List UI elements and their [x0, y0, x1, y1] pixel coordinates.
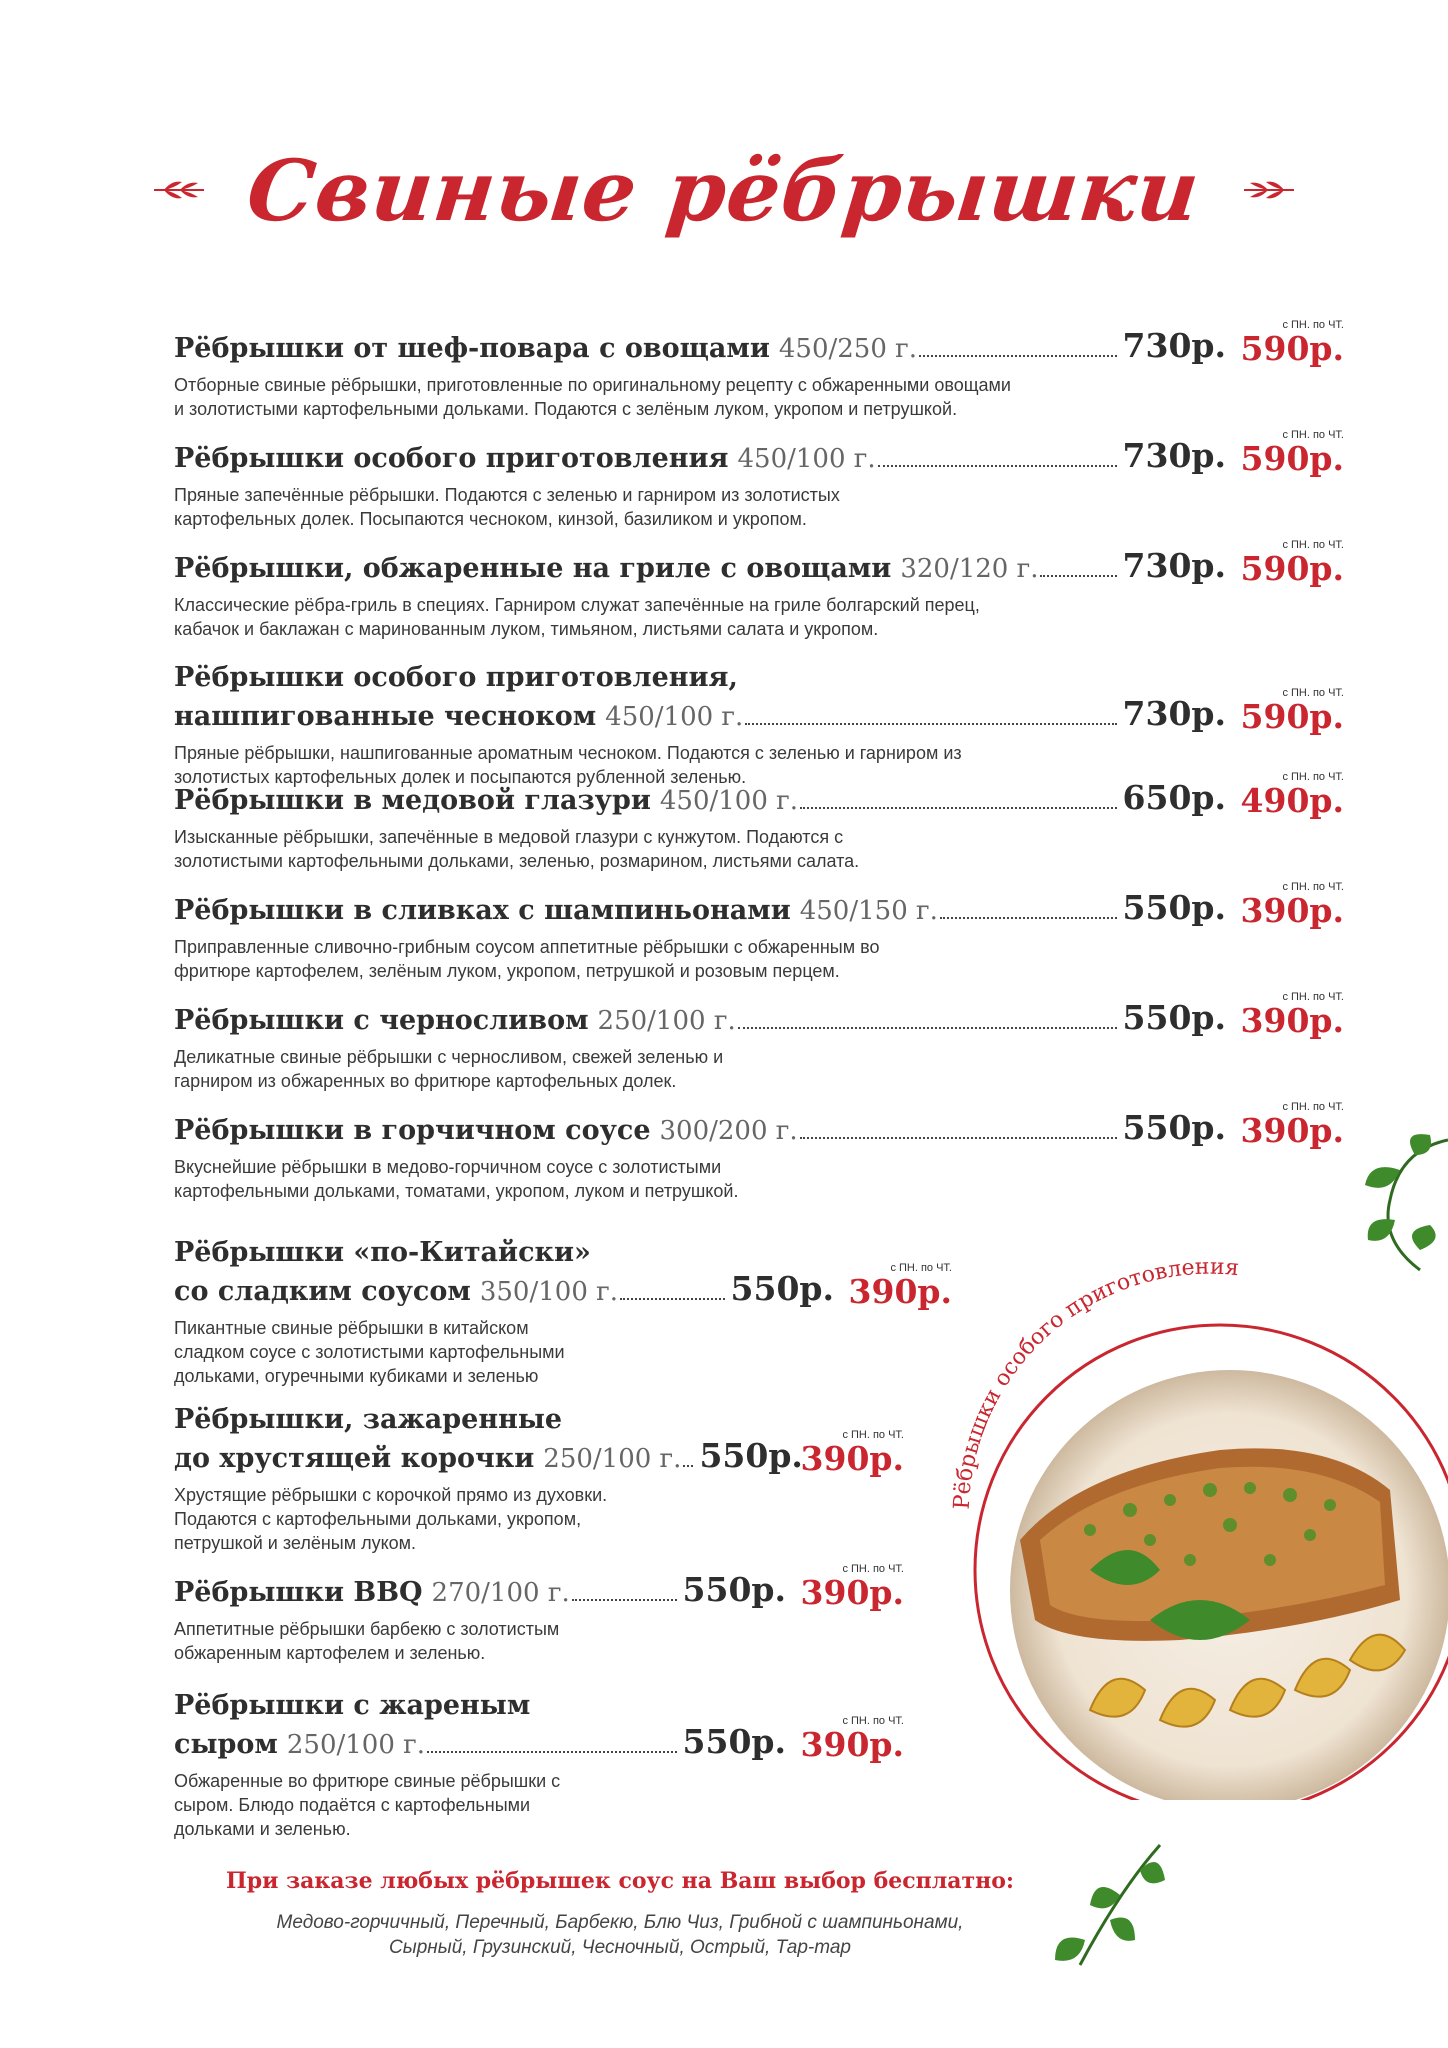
menu-item [174, 1101, 1344, 1203]
promo-label: с ПН. по ЧТ. [890, 1262, 952, 1274]
item-name: Рёбрышки с жареным [174, 1690, 531, 1721]
description-line: золотистых картофельных долек и посыпаются рубленной зеленью. [174, 767, 747, 787]
menu-item [174, 319, 1344, 421]
promo-label: с ПН. по ЧТ. [842, 1715, 904, 1727]
item-weight: 450/150 г. [799, 896, 938, 926]
promo-label: с ПН. по ЧТ. [1282, 1101, 1344, 1113]
promo-price-block [1241, 319, 1344, 367]
item-price: 550р. [730, 1269, 834, 1308]
item-weight: 450/100 г. [659, 786, 799, 816]
dot-leader [745, 723, 1116, 725]
item-name: со сладким соусом [174, 1276, 471, 1307]
description-line: картофельными дольками, томатами, укропом, луком и петрушкой. [174, 1181, 739, 1201]
menu-item [174, 1402, 904, 1555]
promo-price: 590р. [1240, 697, 1344, 736]
item-name: Рёбрышки в медовой глазури [174, 785, 651, 816]
sauce-line: Сырный, Грузинский, Чесночный, Острый, Тар-тар [389, 1937, 851, 1958]
sauce-line: Медово-горчичный, Перечный, Барбекю, Блю Чиз, Грибной с шампиньонами, [276, 1912, 964, 1933]
page-title-block [0, 120, 1448, 260]
item-weight: 270/100 г. [431, 1578, 570, 1608]
promo-price-block [1241, 429, 1344, 477]
description-line: Пряные рёбрышки, нашпигованные ароматным чесноком. Подаются с зеленью и гарниром из [174, 743, 962, 763]
promo-price: 590р. [1240, 549, 1344, 588]
dot-leader [878, 465, 1117, 467]
item-name: Рёбрышки в сливках с шампиньонами [174, 895, 791, 926]
dot-leader [1040, 575, 1116, 577]
item-name: Рёбрышки от шеф-повара с овощами [174, 333, 770, 364]
description-line: фритюре картофелем, зелёным луком, укропом, петрушкой и розовым перцем. [174, 961, 840, 981]
item-name: сыром [174, 1729, 278, 1760]
item-price: 550р. [1122, 888, 1226, 927]
left-sprig-icon [152, 177, 206, 203]
dot-leader [620, 1298, 725, 1300]
description-line: картофельных долек. Посыпаются чесноком, кинзой, базиликом и укропом. [174, 509, 807, 529]
dot-leader [738, 1027, 1117, 1029]
description-line: дольками и зеленью. [174, 1819, 351, 1839]
promo-price: 590р. [1240, 329, 1344, 368]
item-name: Рёбрышки с черносливом [174, 1005, 589, 1036]
plate-caption: Рёбрышки особого приготовления [949, 1254, 1240, 1511]
description-line: петрушкой и зелёным луком. [174, 1533, 417, 1553]
promo-price-block [1241, 881, 1344, 929]
menu-item [174, 429, 1344, 531]
item-weight: 250/100 г. [286, 1730, 426, 1760]
promo-price: 390р. [800, 1725, 904, 1764]
item-description [174, 935, 1344, 983]
menu-item [174, 539, 1344, 641]
dot-leader [919, 355, 1117, 357]
item-weight: 350/100 г. [479, 1277, 619, 1307]
promo-price: 390р. [848, 1272, 952, 1311]
footer-note: При заказе любых рёбрышек соус на Ваш выбор бесплатно: [225, 1868, 1015, 1894]
item-weight: 250/100 г. [597, 1006, 736, 1036]
dot-leader [800, 807, 1117, 809]
plate-illustration [930, 1240, 1448, 1800]
description-line: гарниром из обжаренных во фритюре картофельных долек. [174, 1071, 677, 1091]
description-line: Вкуснейшие рёбрышки в медово-горчичном соусе с золотистыми [174, 1157, 722, 1177]
description-line: Отборные свиные рёбрышки, приготовленные по оригинальному рецепту с обжаренными овощами [174, 375, 1011, 395]
menu-item [174, 881, 1344, 983]
item-description [174, 1483, 904, 1555]
item-weight: 250/100 г. [543, 1444, 682, 1474]
dot-leader [572, 1599, 677, 1601]
item-price: 730р. [1122, 326, 1226, 365]
page-title: Свиные рёбрышки [243, 140, 1205, 240]
promo-price-block [1241, 539, 1344, 587]
item-weight: 320/120 г. [900, 554, 1039, 584]
item-price: 550р. [699, 1436, 803, 1475]
description-line: Деликатные свиные рёбрышки с черносливом, свежей зеленью и [174, 1047, 724, 1067]
right-sprig-icon [1242, 177, 1296, 203]
item-description [174, 373, 1344, 421]
promo-label: с ПН. по ЧТ. [1282, 429, 1344, 441]
item-weight: 300/200 г. [659, 1116, 798, 1146]
description-line: Обжаренные во фритюре свиные рёбрышки с [174, 1771, 561, 1791]
promo-price: 390р. [800, 1439, 904, 1478]
item-name: Рёбрышки BBQ [174, 1577, 423, 1608]
promo-price: 590р. [1240, 439, 1344, 478]
description-line: обжаренным картофелем и зеленью. [174, 1643, 486, 1663]
promo-price: 390р. [800, 1573, 904, 1612]
promo-price: 390р. [1240, 891, 1344, 930]
menu-item [174, 1688, 904, 1841]
item-weight: 450/100 г. [737, 444, 876, 474]
promo-label: с ПН. по ЧТ. [842, 1563, 904, 1575]
item-name: Рёбрышки особого приготовления [174, 443, 729, 474]
menu-item [174, 660, 1344, 789]
description-line: и золотистыми картофельными дольками. Подаются с зелёным луком, укропом и петрушкой. [174, 399, 958, 419]
item-price: 550р. [682, 1722, 786, 1761]
description-line: сладком соусе с золотистыми картофельными [174, 1342, 565, 1362]
item-price: 650р. [1122, 778, 1226, 817]
promo-label: с ПН. по ЧТ. [1282, 771, 1344, 783]
item-price: 730р. [1122, 694, 1226, 733]
item-price: 730р. [1122, 546, 1226, 585]
sauce-list [0, 1910, 1240, 1960]
dot-leader [683, 1465, 693, 1467]
promo-label: с ПН. по ЧТ. [1282, 991, 1344, 1003]
parsley-top-icon [1360, 1130, 1448, 1280]
item-description [174, 1155, 1344, 1203]
promo-price-block [801, 1429, 904, 1477]
promo-price-block [1241, 991, 1344, 1039]
menu-item [174, 991, 1344, 1093]
dot-leader [940, 917, 1117, 919]
promo-label: с ПН. по ЧТ. [1282, 319, 1344, 331]
description-line: золотистыми картофельными дольками, зеленью, розмарином, листьями салата. [174, 851, 860, 871]
promo-price-block [1241, 687, 1344, 735]
item-name: Рёбрышки в горчичном соусе [174, 1115, 651, 1146]
item-price: 730р. [1122, 436, 1226, 475]
promo-price-block [1241, 771, 1344, 819]
promo-label: с ПН. по ЧТ. [842, 1429, 904, 1441]
promo-price-block [801, 1715, 904, 1763]
item-description [174, 1045, 1344, 1093]
item-description [174, 1769, 904, 1841]
description-line: Пряные запечённые рёбрышки. Подаются с зеленью и гарниром из золотистых [174, 485, 840, 505]
dot-leader [427, 1751, 677, 1753]
item-name: до хрустящей корочки [174, 1443, 535, 1474]
promo-price: 490р. [1240, 781, 1344, 820]
item-price: 550р. [682, 1570, 786, 1609]
item-price: 550р. [1122, 998, 1226, 1037]
description-line: Подаются с картофельными дольками, укропом, [174, 1509, 582, 1529]
promo-label: с ПН. по ЧТ. [1282, 539, 1344, 551]
item-description [174, 1316, 952, 1388]
item-weight: 450/100 г. [605, 702, 744, 732]
item-weight: 450/250 г. [778, 334, 918, 364]
description-line: Изысканные рёбрышки, запечённые в медовой глазури с кунжутом. Подаются с [174, 827, 844, 847]
dot-leader [800, 1137, 1117, 1139]
item-name: Рёбрышки особого приготовления, [174, 662, 738, 693]
description-line: Пикантные свиные рёбрышки в китайском [174, 1318, 529, 1338]
item-name: Рёбрышки, обжаренные на гриле с овощами [174, 553, 892, 584]
description-line: кабачок и баклажан с маринованным луком, тимьяном, листьями салата и укропом. [174, 619, 879, 639]
description-line: дольками, огуречными кубиками и зеленью [174, 1366, 539, 1386]
item-description [174, 483, 1344, 531]
promo-price: 390р. [1240, 1111, 1344, 1150]
promo-price-block [801, 1563, 904, 1611]
promo-label: с ПН. по ЧТ. [1282, 687, 1344, 699]
description-line: Аппетитные рёбрышки барбекю с золотистым [174, 1619, 560, 1639]
menu-item [174, 1235, 952, 1388]
description-line: Приправленные сливочно-грибным соусом аппетитные рёбрышки с обжаренным во [174, 937, 880, 957]
description-line: Хрустящие рёбрышки с корочкой прямо из духовки. [174, 1485, 608, 1505]
item-description [174, 825, 1344, 873]
description-line: Классические рёбра-гриль в специях. Гарниром служат запечённые на гриле болгарский перец, [174, 595, 980, 615]
promo-label: с ПН. по ЧТ. [1282, 881, 1344, 893]
menu-item [174, 1563, 904, 1665]
promo-price: 390р. [1240, 1001, 1344, 1040]
promo-price-block [1241, 1101, 1344, 1149]
item-name: нашпигованные чесноком [174, 701, 597, 732]
item-description [174, 593, 1344, 641]
description-line: сыром. Блюдо подаётся с картофельными [174, 1795, 531, 1815]
item-price: 550р. [1122, 1108, 1226, 1147]
item-description [174, 1617, 904, 1665]
item-name: Рёбрышки «по-Китайски» [174, 1237, 591, 1268]
item-name: Рёбрышки, зажаренные [174, 1404, 563, 1435]
